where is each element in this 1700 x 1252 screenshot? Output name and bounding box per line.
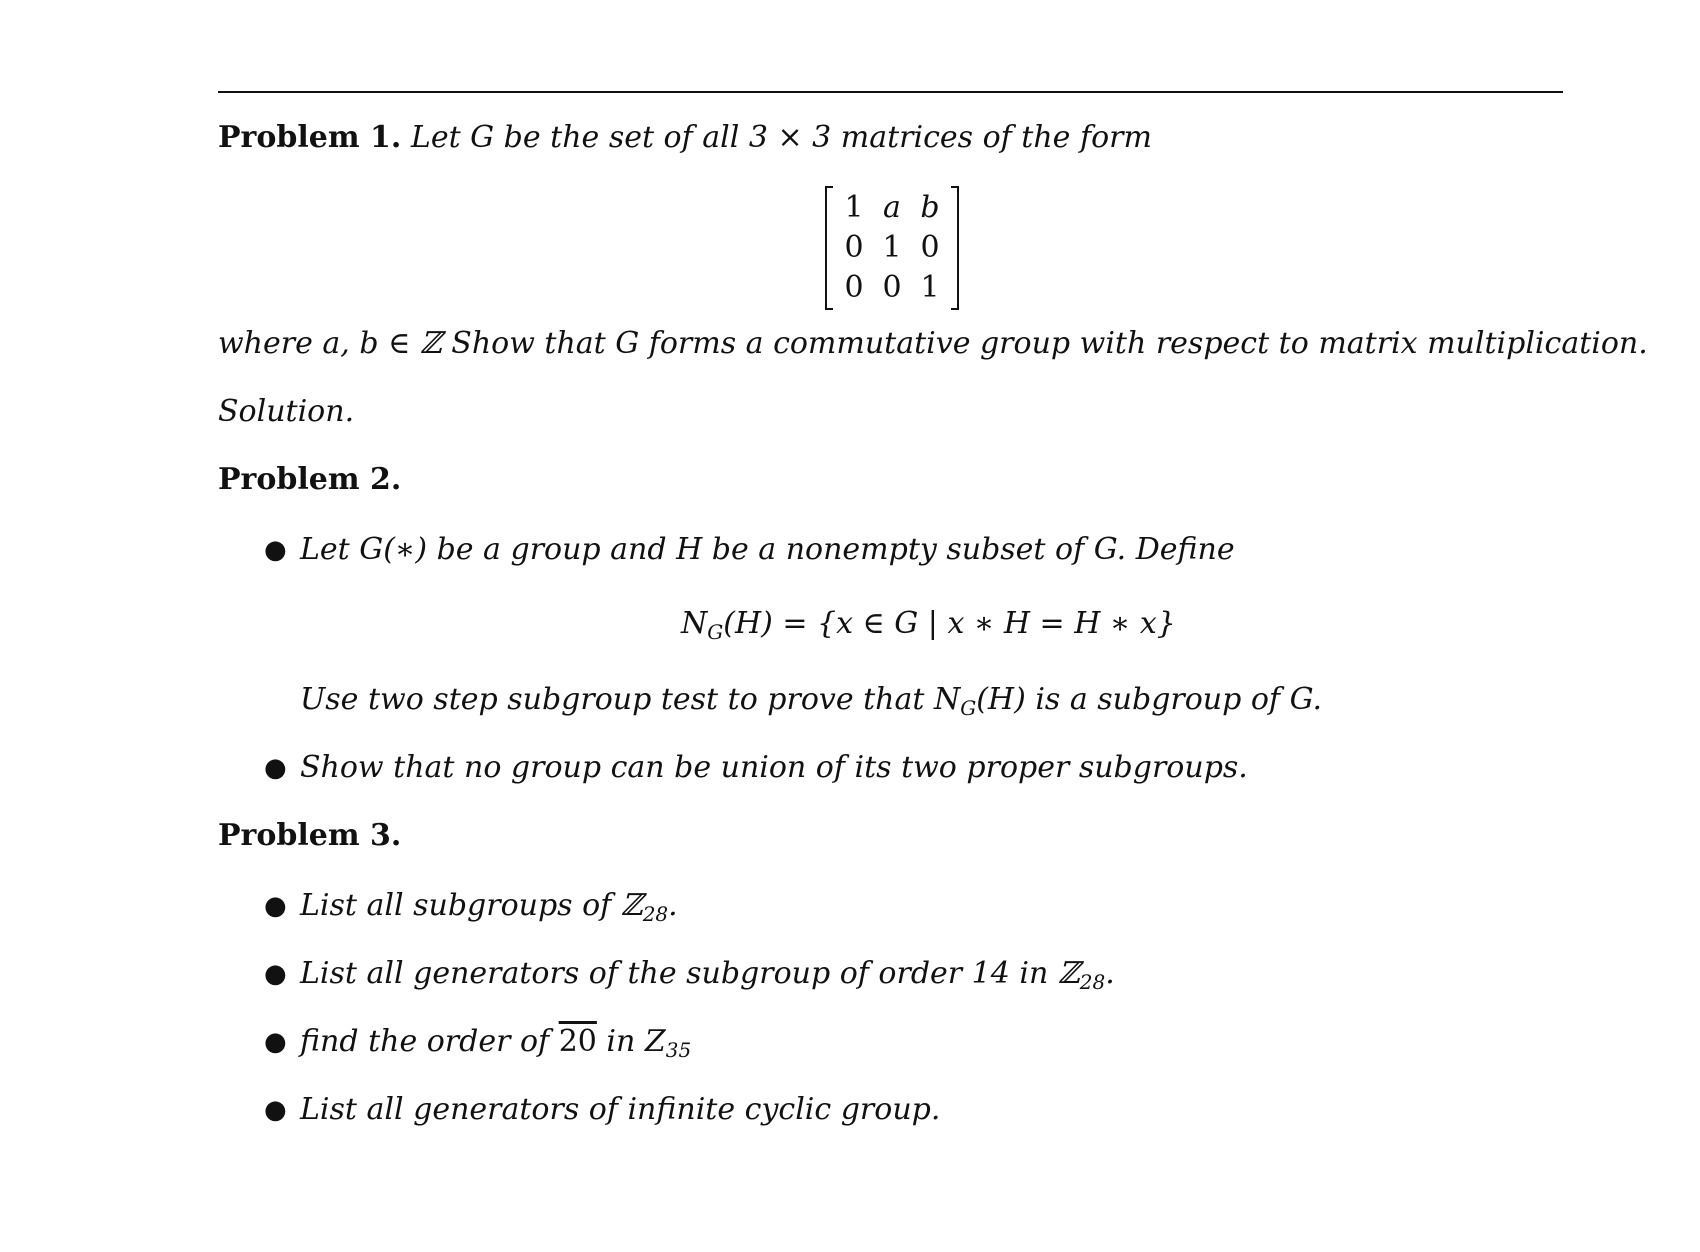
bullet-icon: ●: [264, 535, 287, 565]
top-rule: [218, 91, 1563, 93]
matrix-cell: b: [920, 190, 940, 225]
problem-3-item-1: List all subgroups of ℤ$_{28}$.: [300, 888, 678, 926]
bullet-icon: ●: [264, 753, 287, 783]
matrix-cell: 0: [844, 270, 864, 305]
matrix: [825, 186, 959, 310]
problem-2-bullet-1-continuation: Use two step subgroup test to prove that $N_G(H)$ is a subgroup of G.: [300, 682, 1322, 720]
matrix-cell: 1: [882, 230, 902, 265]
matrix-right-bracket: [951, 186, 959, 310]
problem-3-item-3: find the order of 20 in $Z_{35}$: [300, 1024, 692, 1062]
matrix-left-bracket: [825, 186, 833, 310]
matrix-cell: a: [883, 190, 901, 225]
matrix-cell: 0: [920, 230, 940, 265]
problem-1-intro-text: Let G be the set of all 3 × 3 matrices of the form: [410, 120, 1152, 155]
problem-3-item-4: List all generators of infinite cyclic group.: [300, 1092, 941, 1127]
matrix-cell: 1: [844, 190, 864, 225]
problem-3-heading: Problem 3.: [218, 818, 402, 853]
matrix-grid: [835, 186, 949, 310]
solution-label: Solution.: [218, 394, 355, 429]
normalizer-formula: $N_G(H) = \{x$ ∈ G | x ∗ H = H ∗ x}: [681, 606, 1176, 644]
problem-1-statement: where a, b ∈ ℤ Show that G forms a commutative group with respect to matrix multiplication.: [218, 326, 1648, 361]
problem-1-intro: [218, 118, 1152, 158]
problem-1-heading: Problem 1.: [218, 120, 402, 155]
bullet-icon: ●: [264, 959, 287, 989]
document-page: [218, 0, 1648, 1252]
matrix-cell: 0: [844, 230, 864, 265]
bullet-icon: ●: [264, 1095, 287, 1125]
problem-2-bullet-1: Let G(∗) be a group and H be a nonempty subset of G. Define: [300, 532, 1235, 567]
problem-2-bullet-2: Show that no group can be union of its two proper subgroups.: [300, 750, 1248, 785]
matrix-cell: 0: [882, 270, 902, 305]
matrix-cell: 1: [920, 270, 940, 305]
problem-3-item-2: List all generators of the subgroup of order 14 in ℤ$_{28}$.: [300, 956, 1115, 994]
bullet-icon: ●: [264, 1027, 287, 1057]
problem-2-heading: Problem 2.: [218, 462, 402, 497]
bullet-icon: ●: [264, 891, 287, 921]
